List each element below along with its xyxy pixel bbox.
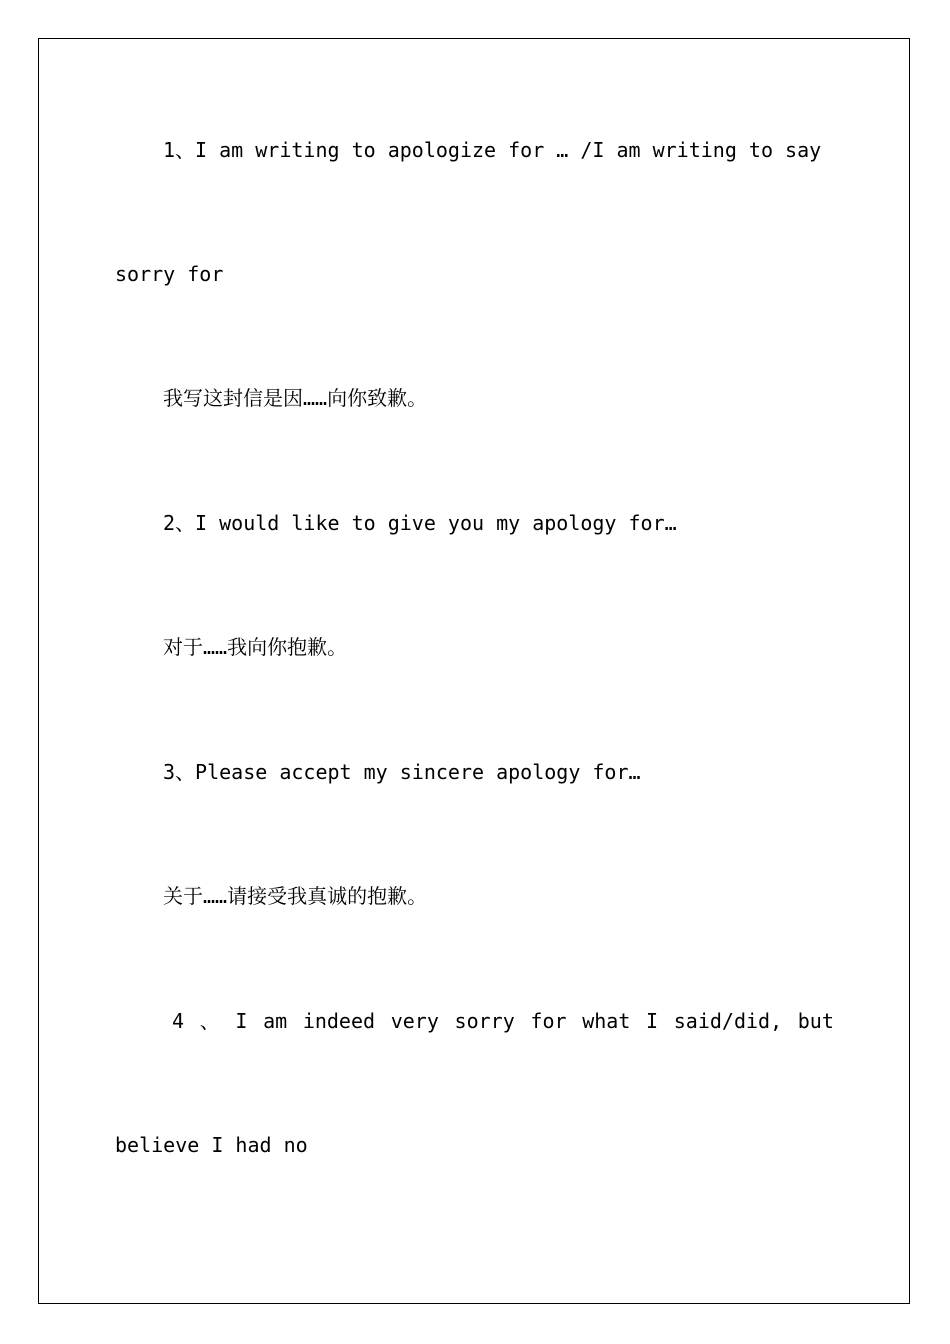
item-2-english: 2、I would like to give you my apology for… — [163, 511, 677, 535]
item-1-english: 1、I am writing to apologize for … /I am writing to say — [163, 138, 822, 162]
item-4-word: very — [390, 1009, 439, 1033]
item-3-english: 3、Please accept my sincere apology for… — [163, 760, 641, 784]
item-4-word: sorry — [454, 1009, 515, 1033]
item-4-word: am — [263, 1009, 288, 1033]
item-2-chinese: 对于……我向你抱歉。 — [163, 635, 348, 659]
item-4-word: 、 — [199, 1009, 220, 1033]
item-4-word: I — [646, 1009, 659, 1033]
item-4-word: said/did, — [673, 1009, 783, 1033]
item-4-word: for — [530, 1009, 567, 1033]
item-3-chinese: 关于……请接受我真诚的抱歉。 — [163, 884, 428, 908]
item-4-word: indeed — [302, 1009, 376, 1033]
item-4-english — [172, 1009, 834, 1033]
item-1-chinese: 我写这封信是因……向你致歉。 — [163, 386, 428, 410]
item-1-english-continued: sorry for — [115, 262, 224, 286]
item-4-english-continued: believe I had no — [115, 1133, 308, 1157]
item-4-word: 4 — [172, 1009, 185, 1033]
item-4-word: what — [582, 1009, 631, 1033]
page-frame — [38, 38, 910, 1304]
item-4-word: I — [235, 1009, 248, 1033]
item-4-word: but — [797, 1009, 834, 1033]
